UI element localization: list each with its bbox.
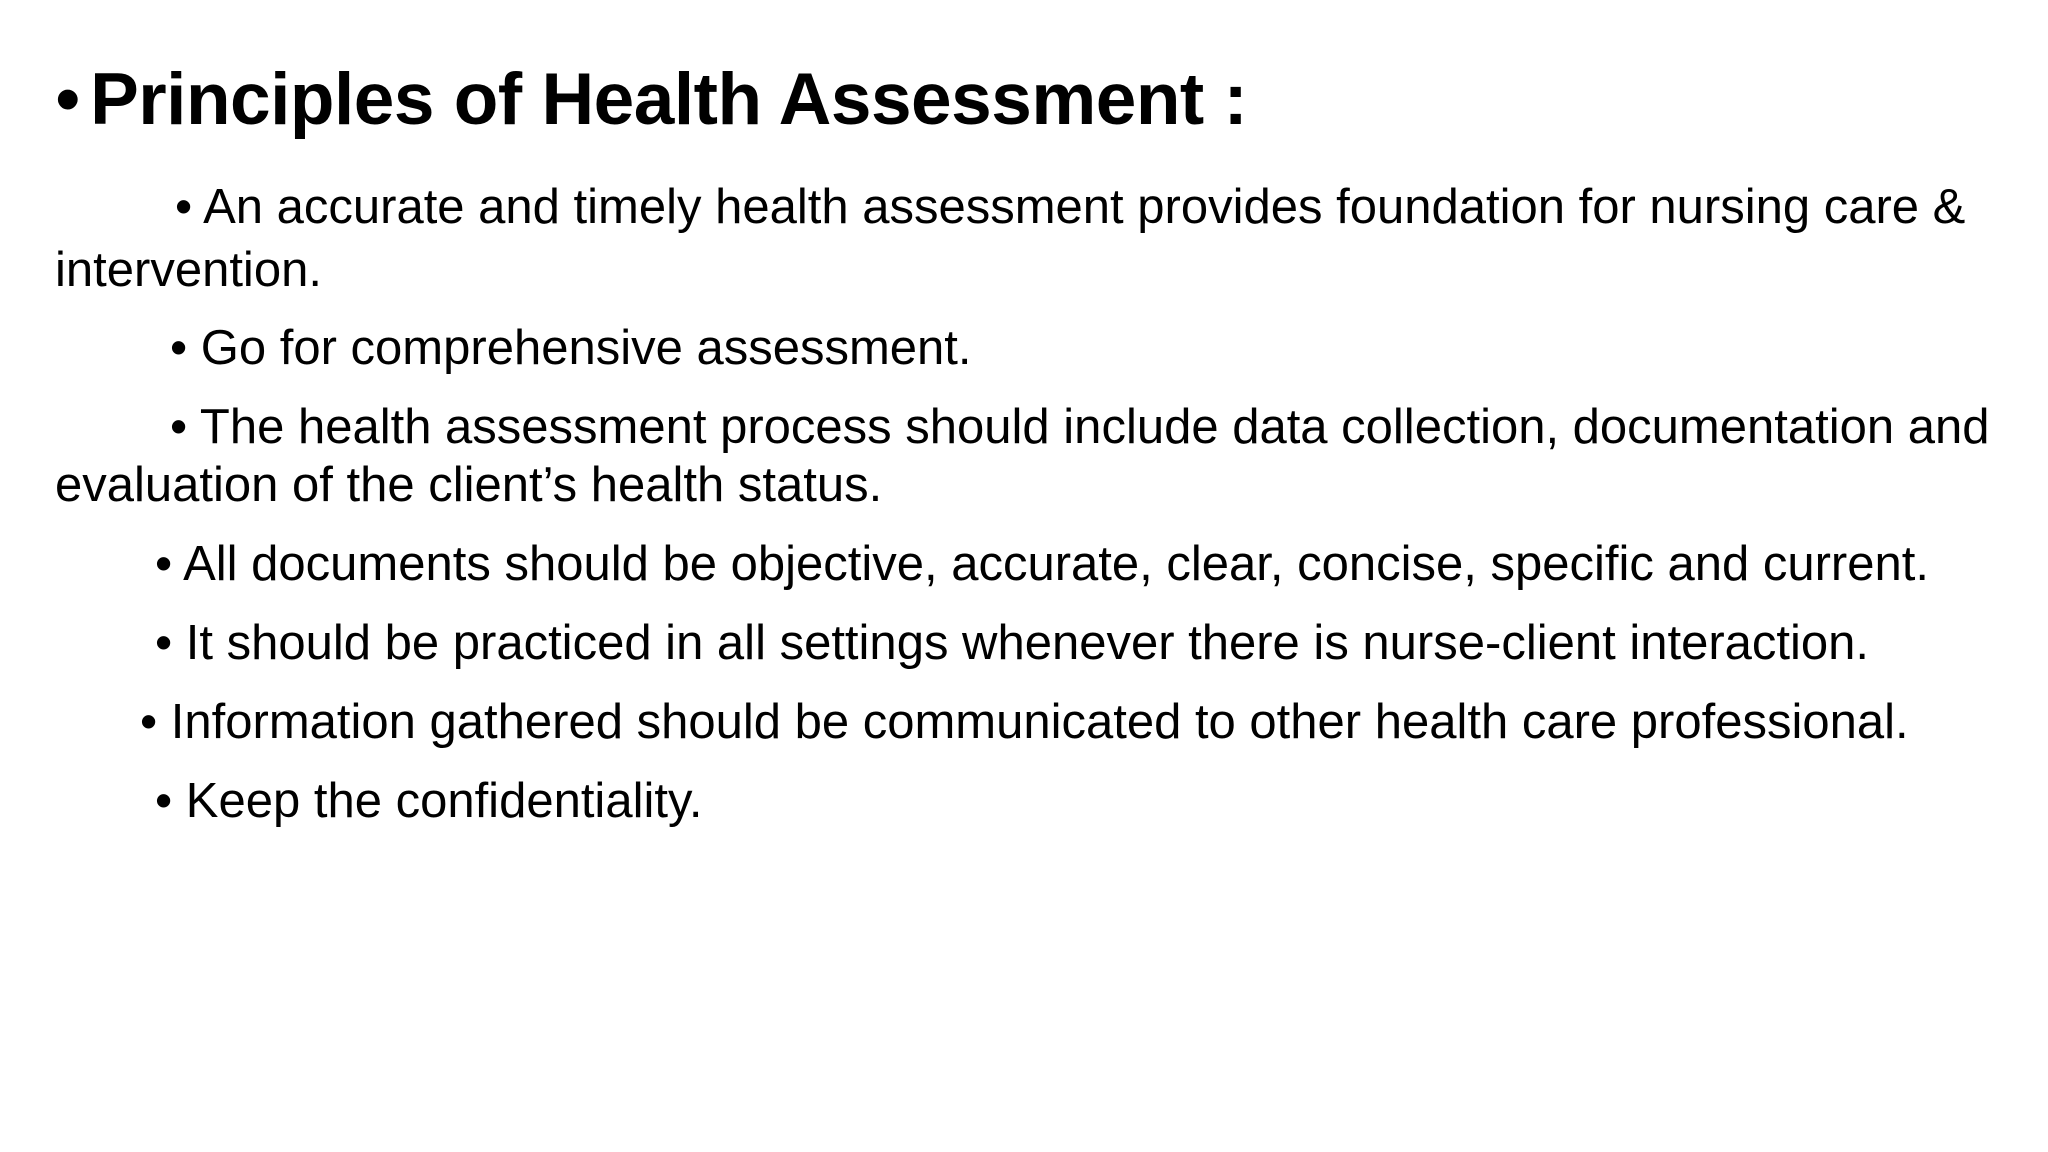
list-item <box>55 319 2015 377</box>
list-item <box>55 614 2015 672</box>
bullet-icon: • <box>155 537 173 591</box>
slide-title-text: Principles of Health Assessment : <box>90 59 1248 140</box>
list-item <box>55 535 2015 593</box>
bullet-icon: • <box>140 695 158 749</box>
list-item-text: Information gathered should be communicated to other health care professional. <box>170 695 1909 749</box>
list-item-text: An accurate and timely health assessment provides foundation for nursing care & intervention. <box>55 180 1966 297</box>
list-item-text: Go for comprehensive assessment. <box>200 321 972 375</box>
title-bullet-icon: • <box>55 59 81 140</box>
list-item-text: The health assessment process should include data collection, documentation and evaluation of the client’s health status. <box>55 400 1990 512</box>
list-item <box>55 693 2015 751</box>
bullet-icon: • <box>170 400 188 454</box>
principles-list <box>55 176 2015 851</box>
bullet-icon: • <box>155 774 173 828</box>
list-item-text: It should be practiced in all settings whenever there is nurse-client interaction. <box>185 616 1870 670</box>
bullet-icon: • <box>170 321 188 375</box>
list-item-text: Keep the confidentiality. <box>185 774 703 828</box>
list-item <box>55 176 2015 302</box>
list-item <box>55 772 2015 830</box>
bullet-icon: • <box>155 616 173 670</box>
list-item <box>55 398 2015 514</box>
bullet-icon: • <box>175 180 193 234</box>
list-item-text: All documents should be objective, accurate, clear, concise, specific and current. <box>183 537 1929 591</box>
slide-title <box>55 52 1247 148</box>
